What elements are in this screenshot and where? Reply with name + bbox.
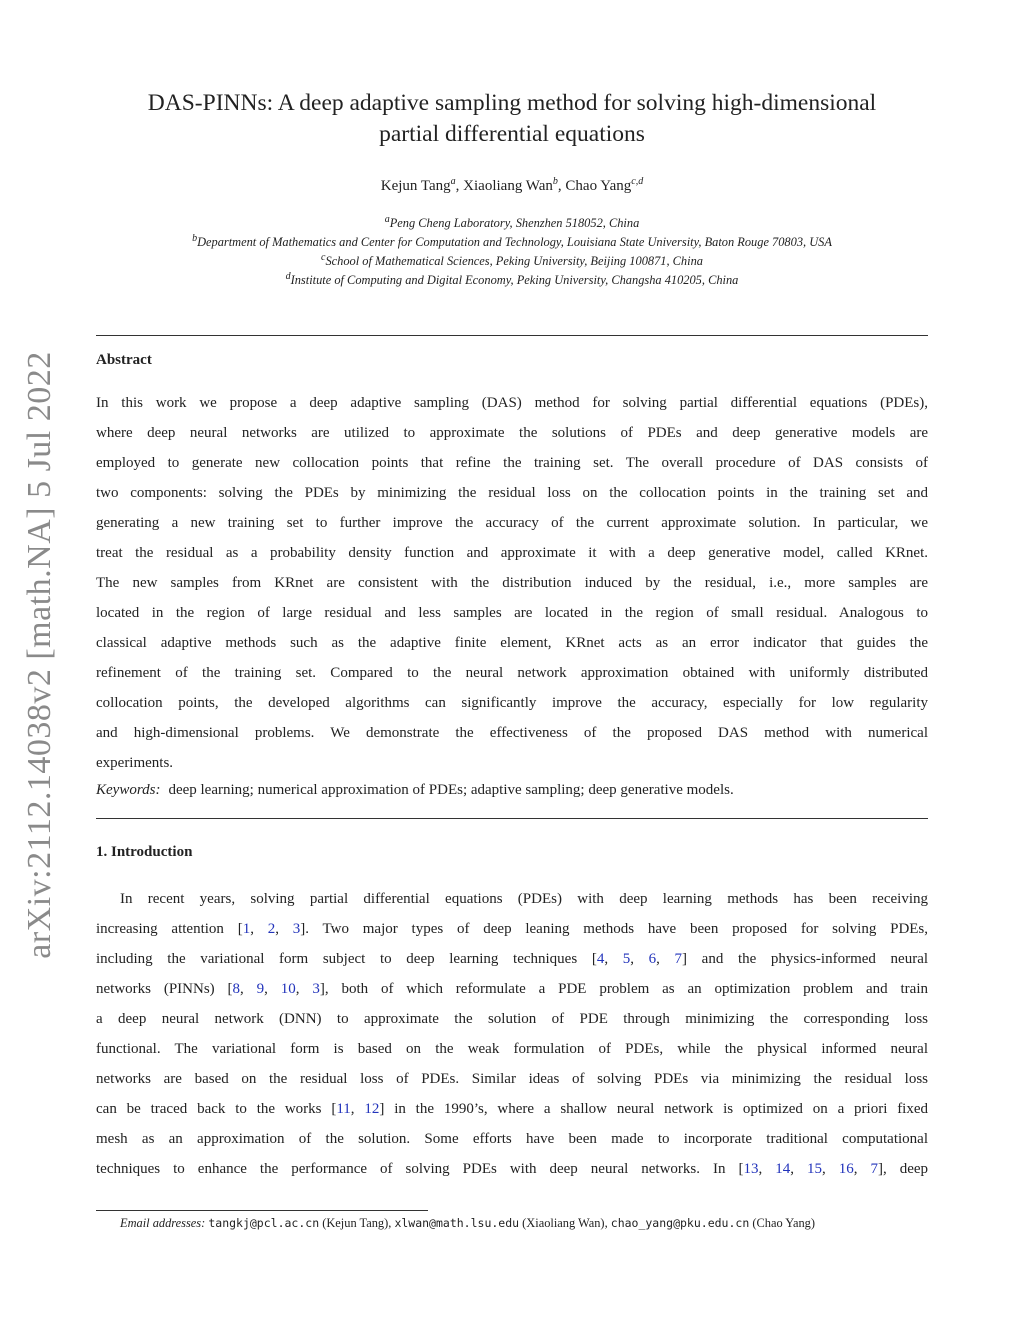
abstract-line: and high-dimensional problems. We demonstrate the effectiveness of the proposed DAS method with numerical [96,725,928,741]
abstract-line: two components: solving the PDEs by minimizing the residual loss on the collocation points in the training set and [96,485,928,501]
author: Xiaoliang Wan$^b$ [463,176,558,194]
intro-text: , [821,1161,839,1177]
citation-link[interactable]: 13 [743,1161,759,1177]
intro-text: ]. Two major types of deep leaning methods have been proposed for solving PDEs, [300,921,929,937]
intro-text: , [853,1161,871,1177]
intro-line [96,974,928,1004]
intro-text: can be traced back to the works [ [96,1101,337,1117]
citation-link[interactable]: 6 [648,951,657,967]
citation-link[interactable]: 14 [775,1161,791,1177]
citation-link[interactable]: 1 [242,921,251,937]
abstract-line: located in the region of large residual and less samples are located in the region of small residual. Analogous to [96,605,928,621]
affiliation: $^d$Institute of Computing and Digital Economy, Peking University, Changsha 410205, China [285,271,739,288]
citation-link[interactable]: 10 [280,981,296,997]
author: Chao Yang$^{c,d}$ [565,176,644,194]
citation-link[interactable]: 5 [622,951,631,967]
abstract-line: experiments. [96,755,174,771]
citation-link[interactable]: 7 [674,951,683,967]
abstract-line: classical adaptive methods such as the adaptive finite element, KRnet acts as an error indicator that guides the [96,635,928,651]
intro-text: ] in the 1990’s, where a shallow neural network is optimized on a priori fixed [379,1101,929,1117]
keywords-label: Keywords: [96,782,161,798]
abstract-line: collocation points, the developed algorithms can significantly improve the accuracy, especially for low regularity [96,695,928,711]
intro-text: , [656,951,675,967]
intro-text: , [275,921,293,937]
email-link[interactable]: chao_yang@pku.edu.cn [610,1216,750,1230]
footnote-label: Email addresses: [120,1216,206,1230]
intro-text: , [264,981,281,997]
intro-text: ], deep [877,1161,929,1177]
intro-line [96,884,928,914]
intro-text: techniques to enhance the performance of solving PDEs with deep neural networks. In [ [96,1161,744,1177]
intro-text: a deep neural network (DNN) to approximate the solution of PDE through minimizing the corresponding loss [96,1011,928,1027]
affiliation: $^b$Department of Mathematics and Center for Computation and Technology, Louisiana State University, Baton Rouge 70803, USA [192,233,832,250]
intro-line [96,1094,928,1124]
abstract-line: where deep neural networks are utilized to approximate the solutions of PDEs and deep generative models are [96,425,928,441]
citation-link[interactable]: 3 [312,981,320,997]
affiliation: $^a$Peng Cheng Laboratory, Shenzhen 518052, China [384,214,640,231]
intro-text: increasing attention [ [96,921,243,937]
intro-text: , [604,951,623,967]
intro-text: , [758,1161,776,1177]
keywords-text: deep learning; numerical approximation of PDEs; adaptive sampling; deep generative models. [168,782,734,798]
intro-line [96,1124,928,1154]
intro-text: functional. The variational form is based on the weak formulation of PDEs, while the physical informed neural [96,1041,928,1057]
introduction-body [96,884,928,1184]
abstract-body [96,388,928,778]
citation-link[interactable]: 3 [292,921,301,937]
intro-text: mesh as an approximation of the solution. Some efforts have been made to incorporate traditional computational [96,1131,928,1147]
email-link[interactable]: tangkj@pcl.ac.cn [208,1216,320,1230]
abstract-line: employed to generate new collocation points that refine the training set. The overall procedure of DAS consists of [96,455,928,471]
affiliation-list [96,212,928,289]
abstract-bottom-rule [96,818,928,819]
citation-link[interactable]: 2 [267,921,276,937]
abstract-heading: Abstract [96,352,152,368]
intro-text: In recent years, solving partial differential equations (PDEs) with deep learning methods has been receiving [120,891,928,907]
abstract-top-rule [96,335,928,336]
citation-link[interactable]: 8 [232,981,241,997]
footnote-emails: Email addresses: tangkj@pcl.ac.cn (Kejun Tang), xlwan@math.lsu.edu (Xiaoliang Wan), chao_yang@pku.edu.cn (Chao Yang) [120,1216,816,1230]
citation-link[interactable]: 11 [336,1101,351,1117]
citation-link[interactable]: 9 [256,981,265,997]
title-line: partial differential equations [379,121,645,147]
abstract-line: treat the residual as a probability density function and approximate it with a deep generative model, called KRnet. [96,545,928,561]
affiliation: $^c$School of Mathematical Sciences, Peking University, Beijing 100871, China [321,252,703,269]
intro-line [96,1154,928,1184]
intro-text: , [790,1161,807,1177]
abstract-line: generating a new training set to further improve the accuracy of the current approximate solution. In particular, we [96,515,928,531]
intro-text: , [240,981,257,997]
title-line: DAS-PINNs: A deep adaptive sampling method for solving high-dimensional [147,90,877,116]
intro-line [96,944,928,974]
arxiv-identifier-stamp: arXiv:2112.14038v2 [math.NA] 5 Jul 2022 [21,351,58,959]
paper-title [96,88,928,150]
citation-link[interactable]: 7 [870,1161,878,1177]
citation-link[interactable]: 15 [806,1161,822,1177]
intro-text: , [250,921,268,937]
author: Kejun Tang$^a$ [380,176,456,194]
abstract-line: refinement of the training set. Compared to the neural network approximation obtained with uniformly distributed [96,665,928,681]
intro-line [96,1064,928,1094]
abstract-line: The new samples from KRnet are consistent with the distribution induced by the residual, i.e., more samples are [96,575,928,591]
keywords [96,782,734,799]
footnote-rule [96,1210,428,1211]
citation-link[interactable]: 12 [364,1101,380,1117]
intro-text: ], both of which reformulate a PDE problem as an optimization problem and train [319,981,929,997]
intro-text: , [630,951,649,967]
author-list: Kejun Tang$^a$, Xiaoliang Wan$^b$, Chao Yang$^{c,d}$ [380,176,644,194]
section-heading-introduction: 1. Introduction [96,844,193,860]
intro-text: ] and the physics-informed neural [682,951,929,967]
citation-link[interactable]: 16 [838,1161,854,1177]
intro-line [96,1034,928,1064]
intro-text: networks are based on the residual loss of PDEs. Similar ideas of solving PDEs via minimizing the residual loss [96,1071,928,1087]
citation-link[interactable]: 4 [596,951,605,967]
intro-text: including the variational form subject to deep learning techniques [ [96,951,597,967]
abstract-line: In this work we propose a deep adaptive sampling (DAS) method for solving partial differential equations (PDEs), [96,395,928,411]
intro-text: , [350,1101,365,1117]
intro-text: networks (PINNs) [ [96,981,233,997]
intro-line [96,914,928,944]
intro-text: , [295,981,313,997]
intro-line [96,1004,928,1034]
email-link[interactable]: xlwan@math.lsu.edu [394,1216,520,1230]
